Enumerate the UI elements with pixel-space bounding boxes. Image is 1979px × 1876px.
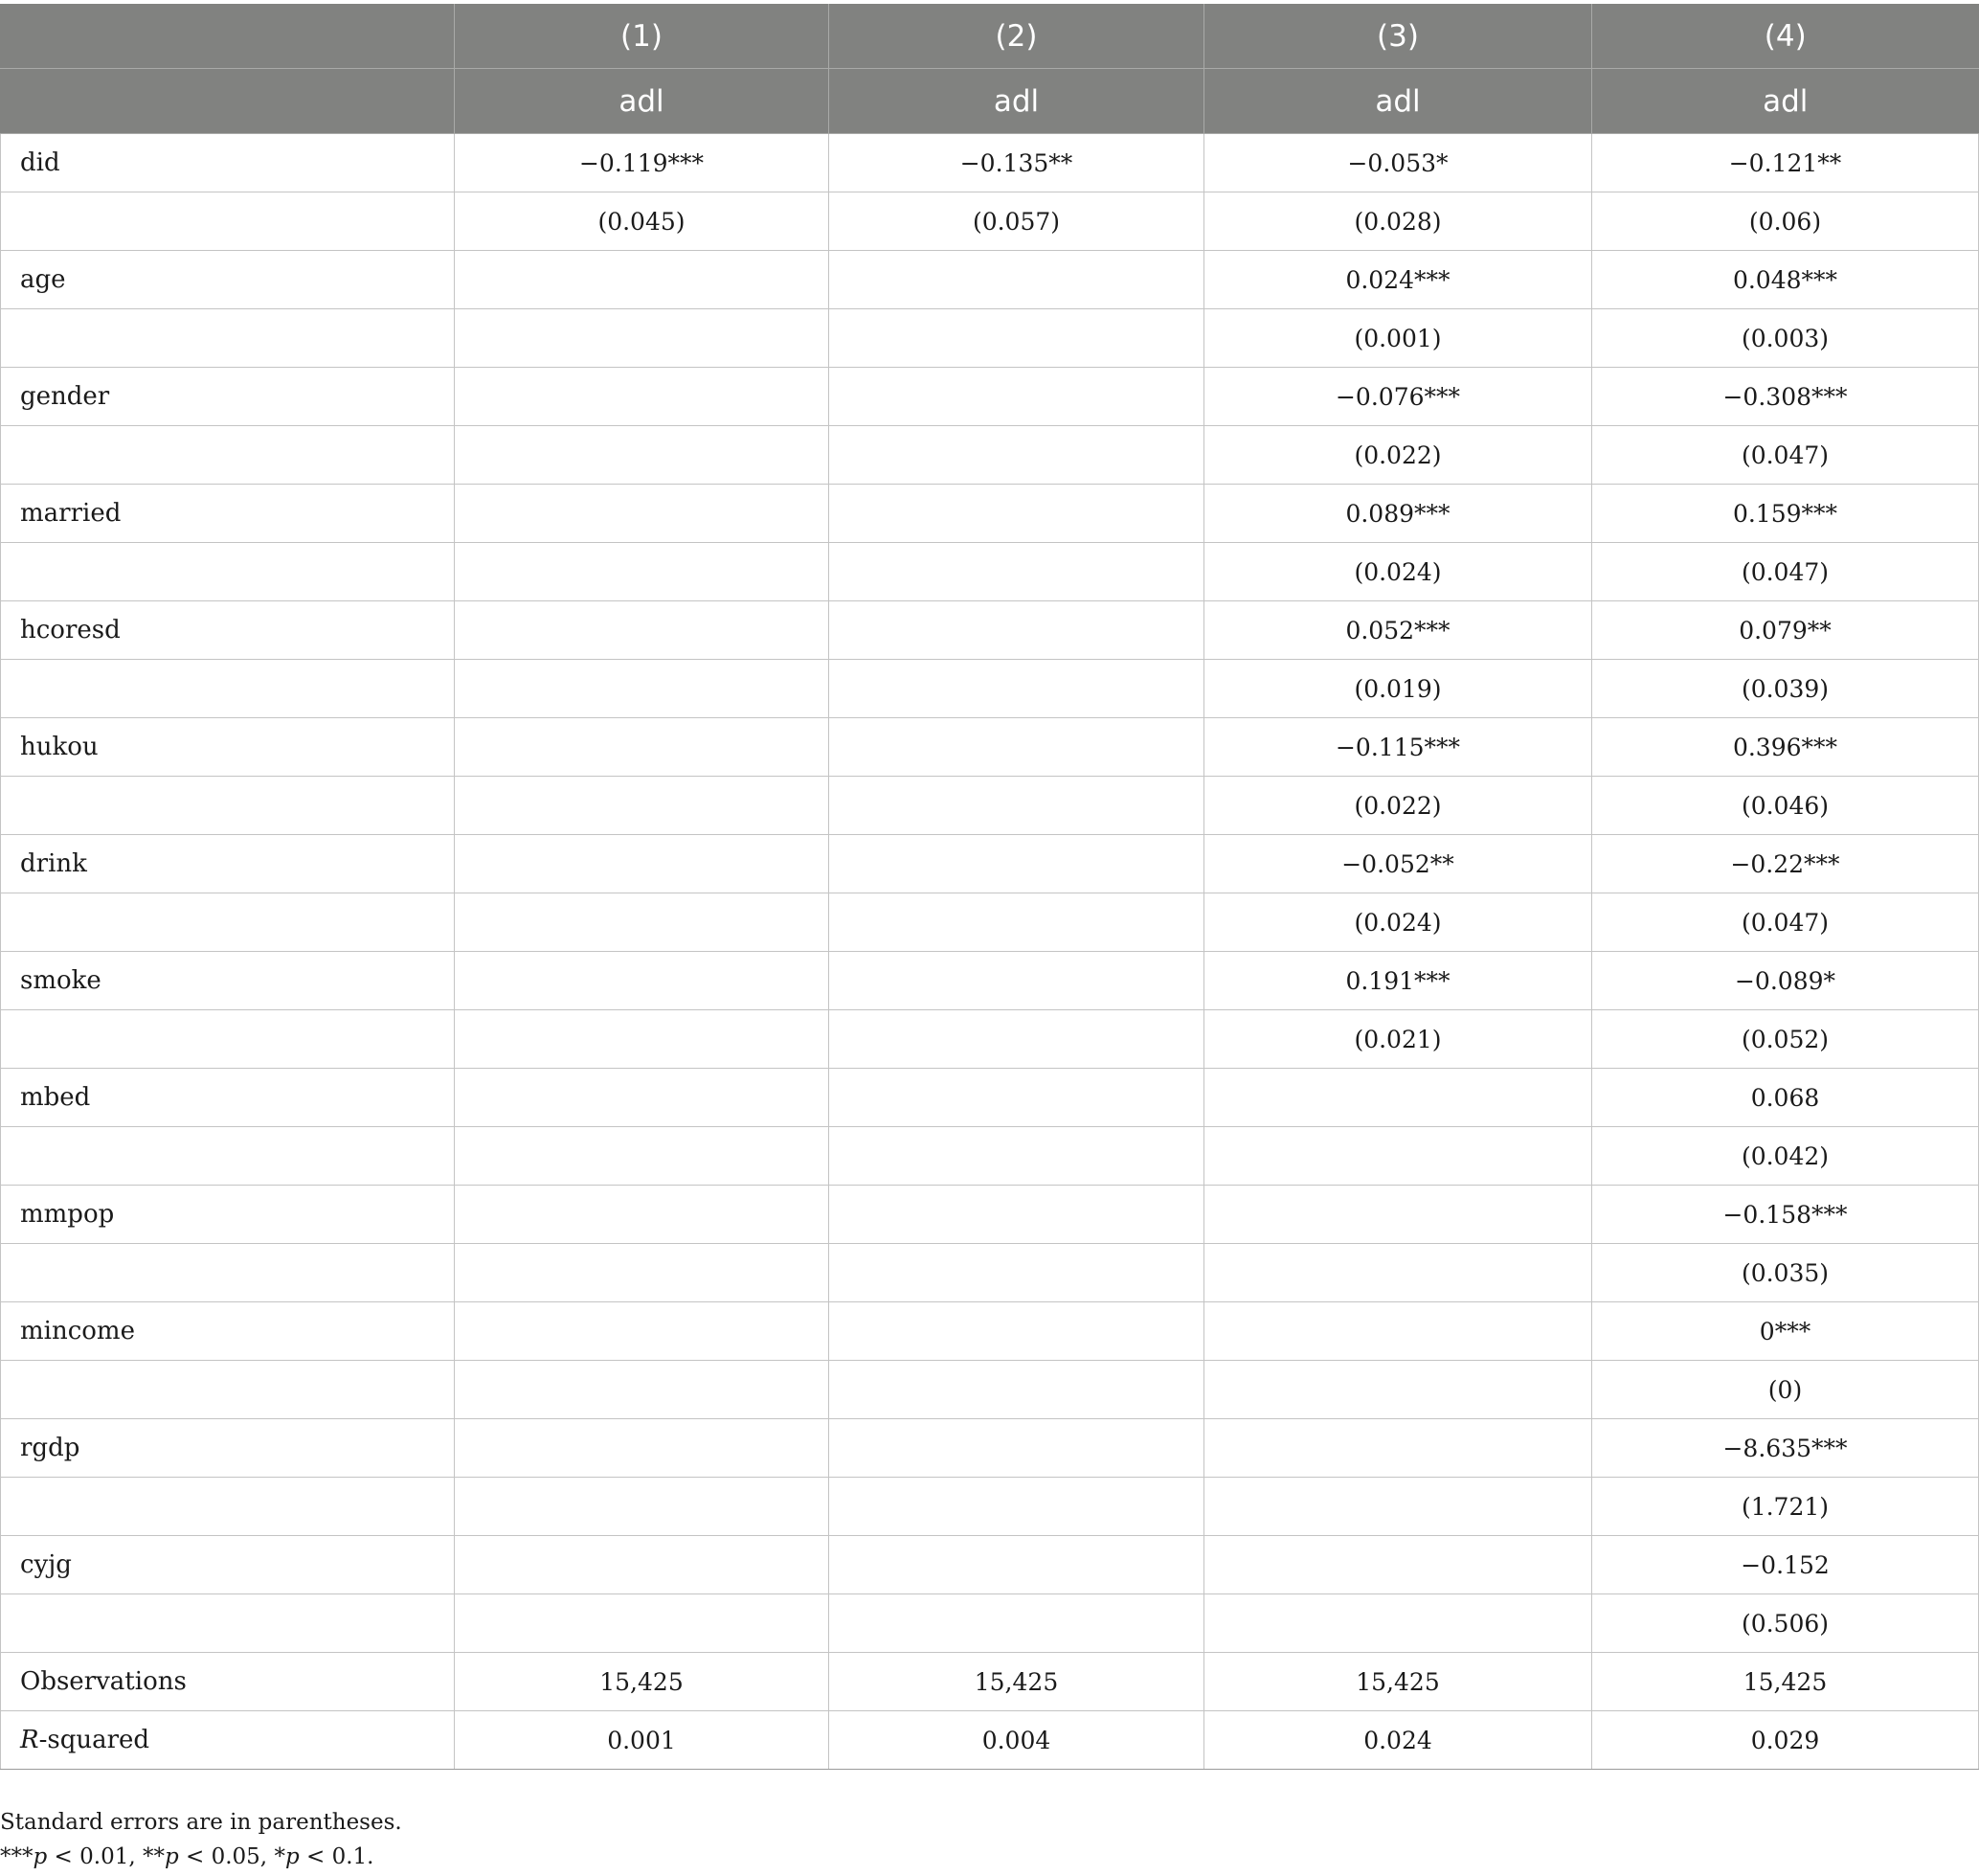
table-cell — [1204, 1536, 1592, 1594]
row-label: rgdp — [1, 1419, 455, 1478]
sig-stars-2: ** — [142, 1844, 165, 1869]
table-cell: −0.135** — [829, 134, 1204, 192]
table-cell — [455, 1361, 829, 1419]
header-depvar-4: adl — [1592, 69, 1979, 134]
row-label: hcoresd — [1, 601, 455, 660]
table-cell — [455, 485, 829, 543]
table-row — [1, 777, 1979, 835]
header-model-3: (3) — [1204, 4, 1592, 69]
table-cell: 0.068 — [1592, 1069, 1979, 1127]
row-label — [1, 1127, 455, 1186]
row-label: gender — [1, 368, 455, 426]
table-cell: −0.119*** — [455, 134, 829, 192]
table-cell: (0.047) — [1592, 893, 1979, 952]
table-row — [1, 426, 1979, 485]
table-row — [1, 1536, 1979, 1594]
table-cell: (0.019) — [1204, 660, 1592, 718]
table-row — [1, 309, 1979, 368]
table-row — [1, 1302, 1979, 1361]
table-cell — [829, 1069, 1204, 1127]
sig-rest-1: < 0.01, — [47, 1844, 143, 1869]
cell-rsquared-2: 0.004 — [829, 1711, 1204, 1770]
table-row — [1, 1244, 1979, 1302]
table-row — [1, 1186, 1979, 1244]
row-label — [1, 426, 455, 485]
table-cell — [829, 485, 1204, 543]
row-label: mmpop — [1, 1186, 455, 1244]
row-label — [1, 1478, 455, 1536]
table-notes — [0, 1805, 402, 1874]
table-cell — [455, 368, 829, 426]
table-cell — [455, 1594, 829, 1653]
table-cell — [455, 952, 829, 1010]
row-label: married — [1, 485, 455, 543]
table-cell — [455, 426, 829, 485]
header-corner — [1, 4, 455, 69]
table-row — [1, 660, 1979, 718]
table-cell: (0.039) — [1592, 660, 1979, 718]
table-cell: (0.06) — [1592, 192, 1979, 251]
table-cell — [829, 1594, 1204, 1653]
header-row-model-numbers — [1, 4, 1979, 69]
table-cell: (0.052) — [1592, 1010, 1979, 1069]
header-corner-2 — [1, 69, 455, 134]
sig-stars-1: *** — [0, 1844, 34, 1869]
cell-rsquared-1: 0.001 — [455, 1711, 829, 1770]
table-header — [1, 4, 1979, 134]
regression-table-container — [0, 4, 1978, 1770]
table-cell — [829, 1361, 1204, 1419]
table-cell — [829, 543, 1204, 601]
table-cell: (1.721) — [1592, 1478, 1979, 1536]
table-cell: 0.079** — [1592, 601, 1979, 660]
table-cell — [455, 1186, 829, 1244]
row-label — [1, 192, 455, 251]
table-cell — [455, 1302, 829, 1361]
sig-p-3: p — [284, 1844, 300, 1869]
cell-rsquared-3: 0.024 — [1204, 1711, 1592, 1770]
row-label: Observations — [1, 1653, 455, 1711]
row-label — [1, 1244, 455, 1302]
table-cell — [455, 777, 829, 835]
table-cell — [455, 1478, 829, 1536]
table-row — [1, 251, 1979, 309]
row-label: age — [1, 251, 455, 309]
table-cell: 15,425 — [1204, 1653, 1592, 1711]
table-cell — [829, 718, 1204, 777]
table-cell — [829, 426, 1204, 485]
table-body — [1, 134, 1979, 1770]
row-label — [1, 1010, 455, 1069]
rsquared-label-rest: -squared — [38, 1726, 150, 1754]
row-label: drink — [1, 835, 455, 893]
table-cell — [1204, 1478, 1592, 1536]
row-label: hukou — [1, 718, 455, 777]
table-cell: 15,425 — [829, 1653, 1204, 1711]
table-cell — [829, 1536, 1204, 1594]
table-cell — [455, 1419, 829, 1478]
regression-table — [0, 4, 1979, 1770]
table-cell — [829, 368, 1204, 426]
table-cell: −0.121** — [1592, 134, 1979, 192]
table-row — [1, 893, 1979, 952]
table-cell — [1204, 1069, 1592, 1127]
table-cell: (0.001) — [1204, 309, 1592, 368]
table-cell: −0.152 — [1592, 1536, 1979, 1594]
row-label — [1, 660, 455, 718]
table-cell — [455, 1127, 829, 1186]
table-cell — [1204, 1186, 1592, 1244]
table-row — [1, 1653, 1979, 1711]
header-model-1: (1) — [455, 4, 829, 69]
table-cell: 0.024*** — [1204, 251, 1592, 309]
table-cell — [829, 251, 1204, 309]
table-row — [1, 718, 1979, 777]
row-label: smoke — [1, 952, 455, 1010]
table-row — [1, 1594, 1979, 1653]
table-cell: 0.052*** — [1204, 601, 1592, 660]
table-cell — [455, 718, 829, 777]
table-cell: 15,425 — [455, 1653, 829, 1711]
table-cell: (0.506) — [1592, 1594, 1979, 1653]
table-cell — [1204, 1361, 1592, 1419]
table-cell — [455, 835, 829, 893]
table-cell: 15,425 — [1592, 1653, 1979, 1711]
table-cell: (0.024) — [1204, 543, 1592, 601]
table-cell: 0.048*** — [1592, 251, 1979, 309]
table-cell — [829, 777, 1204, 835]
table-cell — [1204, 1244, 1592, 1302]
row-label: mbed — [1, 1069, 455, 1127]
header-model-4: (4) — [1592, 4, 1979, 69]
table-row — [1, 1419, 1979, 1478]
row-label: mincome — [1, 1302, 455, 1361]
table-cell — [829, 1478, 1204, 1536]
table-cell — [829, 1419, 1204, 1478]
sig-rest-2: < 0.05, — [178, 1844, 275, 1869]
table-cell — [455, 1536, 829, 1594]
row-label: cyjg — [1, 1536, 455, 1594]
table-cell — [455, 1244, 829, 1302]
table-cell: (0.047) — [1592, 543, 1979, 601]
table-cell: (0.042) — [1592, 1127, 1979, 1186]
table-cell: 0.159*** — [1592, 485, 1979, 543]
table-cell: (0.045) — [455, 192, 829, 251]
cell-rsquared-4: 0.029 — [1592, 1711, 1979, 1770]
table-cell: 0*** — [1592, 1302, 1979, 1361]
table-cell — [455, 893, 829, 952]
row-label — [1, 1594, 455, 1653]
table-cell: 0.396*** — [1592, 718, 1979, 777]
table-cell: (0.057) — [829, 192, 1204, 251]
table-cell: −0.052** — [1204, 835, 1592, 893]
table-row — [1, 368, 1979, 426]
table-cell: (0.028) — [1204, 192, 1592, 251]
table-cell — [1204, 1594, 1592, 1653]
note-standard-errors: Standard errors are in parentheses. — [0, 1810, 402, 1835]
table-cell: (0.022) — [1204, 426, 1592, 485]
table-cell: −0.158*** — [1592, 1186, 1979, 1244]
table-cell: −0.089* — [1592, 952, 1979, 1010]
table-cell: (0.003) — [1592, 309, 1979, 368]
table-cell: (0.024) — [1204, 893, 1592, 952]
table-row — [1, 543, 1979, 601]
table-cell — [829, 952, 1204, 1010]
header-model-2: (2) — [829, 4, 1204, 69]
table-row — [1, 134, 1979, 192]
table-cell — [455, 601, 829, 660]
table-row — [1, 601, 1979, 660]
header-depvar-1: adl — [455, 69, 829, 134]
table-cell — [829, 835, 1204, 893]
table-cell: (0) — [1592, 1361, 1979, 1419]
table-cell: (0.021) — [1204, 1010, 1592, 1069]
note-significance — [0, 1840, 402, 1874]
table-cell — [829, 601, 1204, 660]
table-cell — [455, 543, 829, 601]
table-row-rsquared — [1, 1711, 1979, 1770]
table-cell: −0.22*** — [1592, 835, 1979, 893]
table-cell — [829, 1010, 1204, 1069]
table-row — [1, 1361, 1979, 1419]
row-label — [1, 893, 455, 952]
table-cell: (0.046) — [1592, 777, 1979, 835]
table-row — [1, 1478, 1979, 1536]
table-cell: 0.191*** — [1204, 952, 1592, 1010]
table-row — [1, 192, 1979, 251]
table-cell: (0.047) — [1592, 426, 1979, 485]
table-cell — [829, 1302, 1204, 1361]
table-cell: (0.035) — [1592, 1244, 1979, 1302]
table-row — [1, 1010, 1979, 1069]
row-label — [1, 1361, 455, 1419]
table-cell — [455, 251, 829, 309]
table-row — [1, 952, 1979, 1010]
table-cell — [455, 1010, 829, 1069]
table-cell — [455, 1069, 829, 1127]
table-cell: −0.115*** — [1204, 718, 1592, 777]
table-cell — [829, 1127, 1204, 1186]
table-row — [1, 1069, 1979, 1127]
sig-rest-3: < 0.1. — [299, 1844, 374, 1869]
row-label — [1, 777, 455, 835]
row-label — [1, 309, 455, 368]
row-label: did — [1, 134, 455, 192]
table-cell — [829, 309, 1204, 368]
table-cell: −0.053* — [1204, 134, 1592, 192]
sig-stars-3: * — [274, 1844, 285, 1869]
row-label — [1, 543, 455, 601]
header-row-dependent-var — [1, 69, 1979, 134]
table-cell — [455, 309, 829, 368]
table-cell: −0.308*** — [1592, 368, 1979, 426]
row-label-rsquared — [1, 1711, 455, 1770]
table-cell — [1204, 1127, 1592, 1186]
table-cell — [829, 893, 1204, 952]
sig-p-1: p — [33, 1844, 48, 1869]
header-depvar-2: adl — [829, 69, 1204, 134]
table-cell — [829, 1186, 1204, 1244]
rsquared-label-italic: R — [20, 1726, 39, 1754]
sig-p-2: p — [164, 1844, 179, 1869]
table-cell: −8.635*** — [1592, 1419, 1979, 1478]
table-cell — [1204, 1419, 1592, 1478]
table-cell — [455, 660, 829, 718]
table-row — [1, 485, 1979, 543]
table-cell: 0.089*** — [1204, 485, 1592, 543]
table-cell: (0.022) — [1204, 777, 1592, 835]
table-cell — [829, 1244, 1204, 1302]
table-row — [1, 1127, 1979, 1186]
table-cell: −0.076*** — [1204, 368, 1592, 426]
table-row — [1, 835, 1979, 893]
table-cell — [1204, 1302, 1592, 1361]
header-depvar-3: adl — [1204, 69, 1592, 134]
table-cell — [829, 660, 1204, 718]
